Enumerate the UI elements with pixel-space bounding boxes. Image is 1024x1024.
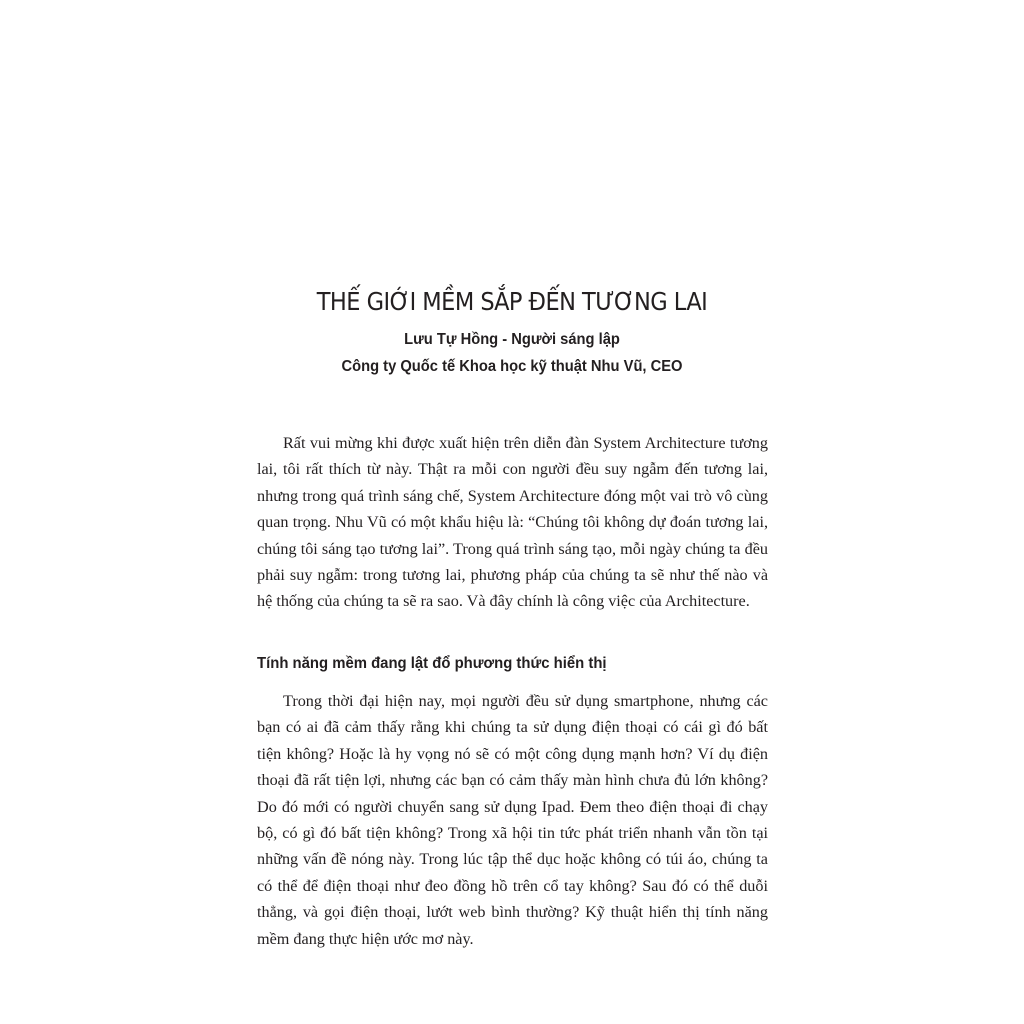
body-paragraph-intro: Rất vui mừng khi được xuất hiện trên diễn đàn System Architecture tương lai, tôi rất thích từ này. Thật ra mỗi con người đều suy ngẫm đến tương lai, nhưng trong quá trình sáng chế, System Architecture đóng một vai trò vô cùng quan trọng. Nhu Vũ có một khẩu hiệu là: “Chúng tôi không dự đoán tương lai, chúng tôi sáng tạo tương lai”. Trong quá trình sáng tạo, mỗi ngày chúng ta đều phải suy ngẫm: trong tương lai, phương pháp của chúng ta sẽ như thế nào và hệ thống của chúng ta sẽ ra sao. Và đây chính là công việc của Architecture. <box>257 434 768 611</box>
author-name-line: Lưu Tự Hồng - Người sáng lập <box>404 331 620 348</box>
section-heading: Tính năng mềm đang lật đổ phương thức hiển thị <box>257 655 607 672</box>
author-company-line: Công ty Quốc tế Khoa học kỹ thuật Nhu Vũ, CEO <box>341 358 683 375</box>
chapter-title: THẾ GIỚI MỀM SẮP ĐẾN TƯƠNG LAI <box>316 287 708 316</box>
body-paragraph-section: Trong thời đại hiện nay, mọi người đều sử dụng smartphone, nhưng các bạn có ai đã cảm thấy rằng khi chúng ta sử dụng điện thoại có cái gì đó bất tiện không? Hoặc là hy vọng nó sẽ có một công dụng mạnh hơn? Ví dụ điện thoại đã rất tiện lợi, nhưng các bạn có cảm thấy màn hình chưa đủ lớn không? Do đó mới có người chuyển sang sử dụng Ipad. Đem theo điện thoại đi chạy bộ, có gì đó bất tiện không? Trong xã hội tin tức phát triển nhanh vẫn tồn tại những vấn đề nóng này. Trong lúc tập thể dục hoặc không có túi áo, chúng ta có thể để điện thoại như đeo đồng hồ trên cổ tay không? Sau đó có thể duỗi thẳng, và gọi điện thoại, lướt web bình thường? Kỹ thuật hiển thị tính năng mềm đang thực hiện ước mơ này. <box>257 692 768 948</box>
